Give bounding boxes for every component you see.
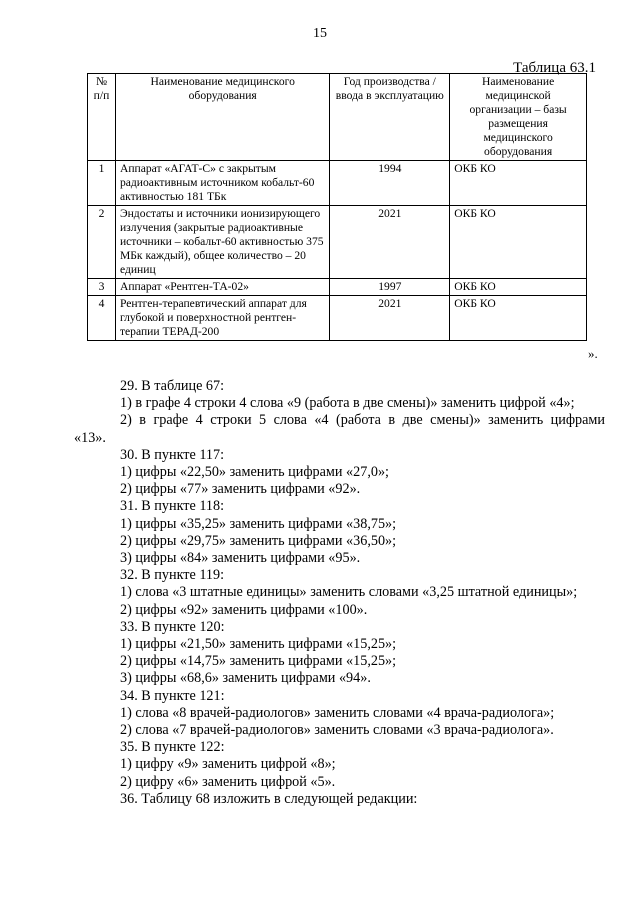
header-organization: Наименование медицинской организации – базы размещения медицинского оборудования bbox=[450, 74, 587, 161]
paragraph: 29. В таблице 67: bbox=[120, 378, 225, 394]
row-year: 2021 bbox=[330, 296, 450, 341]
paragraph: 34. В пункте 121: bbox=[120, 687, 225, 704]
paragraph: 2) цифры «92» заменить цифрами «100». bbox=[120, 601, 368, 618]
row-year: 1997 bbox=[330, 279, 450, 296]
row-organization: ОКБ КО bbox=[450, 161, 587, 206]
row-number: 2 bbox=[88, 206, 116, 279]
paragraph: 30. В пункте 117: bbox=[120, 446, 225, 463]
row-equipment: Рентген-терапевтический аппарат для глубокой и поверхностной рентген-терапии ТЕРАД-200 bbox=[115, 296, 329, 341]
header-year: Год производства / ввода в эксплуатацию bbox=[330, 74, 450, 161]
row-organization: ОКБ КО bbox=[450, 279, 587, 296]
row-year: 1994 bbox=[330, 161, 450, 206]
table-row bbox=[88, 279, 587, 296]
paragraph: 32. В пункте 119: bbox=[120, 567, 225, 584]
paragraph: 1) слова «8 врачей-радиологов» заменить словами «4 врача-радиолога»; bbox=[120, 704, 555, 721]
paragraph: 2) цифры «14,75» заменить цифрами «15,25»; bbox=[120, 653, 397, 670]
paragraph: 2) слова «7 врачей-радиологов» заменить словами «3 врача-радиолога». bbox=[120, 722, 554, 739]
paragraph: 1) цифру «9» заменить цифрой «8»; bbox=[120, 756, 336, 773]
row-number: 1 bbox=[88, 161, 116, 206]
paragraph: 2) цифру «6» заменить цифрой «5». bbox=[120, 773, 336, 790]
paragraph: 2) в графе 4 строки 5 слова «4 (работа в две смены)» заменить цифрами bbox=[120, 412, 605, 429]
row-organization: ОКБ КО bbox=[450, 296, 587, 341]
paragraph: 3) цифры «84» заменить цифрами «95». bbox=[120, 550, 361, 567]
table-row bbox=[88, 296, 587, 341]
table-header-row bbox=[88, 74, 587, 161]
paragraph: 31. В пункте 118: bbox=[120, 498, 225, 515]
paragraph: 33. В пункте 120: bbox=[120, 618, 225, 635]
paragraph: 1) цифры «22,50» заменить цифрами «27,0»; bbox=[120, 464, 389, 481]
table-row bbox=[88, 161, 587, 206]
row-equipment: Эндостаты и источники ионизирующего излучения (закрытые радиоактивные источники – кобальт-60 активностью 375 МБк каждый), общее количество – 20 единиц bbox=[115, 206, 329, 279]
paragraph: 2) цифры «77» заменить цифрами «92». bbox=[120, 481, 361, 498]
page-number: 15 bbox=[313, 26, 327, 41]
paragraph: 1) слова «3 штатные единицы» заменить словами «3,25 штатной единицы»; bbox=[120, 584, 578, 601]
row-year: 2021 bbox=[330, 206, 450, 279]
paragraph: 1) в графе 4 строки 4 слова «9 (работа в две смены)» заменить цифрой «4»; bbox=[120, 395, 575, 412]
header-number: № п/п bbox=[88, 74, 116, 161]
paragraph: 1) цифры «21,50» заменить цифрами «15,25»; bbox=[120, 636, 397, 653]
amendments-text bbox=[74, 378, 605, 808]
row-number: 4 bbox=[88, 296, 116, 341]
table-closing-mark: ». bbox=[588, 346, 598, 361]
row-organization: ОКБ КО bbox=[450, 206, 587, 279]
paragraph: 36. Таблицу 68 изложить в следующей редакции: bbox=[120, 790, 418, 807]
table-caption: Таблица 63.1 bbox=[513, 60, 596, 76]
header-equipment-name: Наименование медицинского оборудования bbox=[115, 74, 329, 161]
row-equipment: Аппарат «Рентген-ТА-02» bbox=[115, 279, 329, 296]
paragraph-continuation: «13». bbox=[74, 429, 106, 446]
equipment-table bbox=[87, 73, 587, 341]
paragraph: 3) цифры «68,6» заменить цифрами «94». bbox=[120, 670, 371, 687]
paragraph: 1) цифры «35,25» заменить цифрами «38,75»; bbox=[120, 515, 397, 532]
row-number: 3 bbox=[88, 279, 116, 296]
paragraph: 2) цифры «29,75» заменить цифрами «36,50»; bbox=[120, 532, 397, 549]
row-equipment: Аппарат «АГАТ-С» с закрытым радиоактивным источником кобальт-60 активностью 181 ТБк bbox=[115, 161, 329, 206]
paragraph: 35. В пункте 122: bbox=[120, 739, 225, 756]
table-row bbox=[88, 206, 587, 279]
